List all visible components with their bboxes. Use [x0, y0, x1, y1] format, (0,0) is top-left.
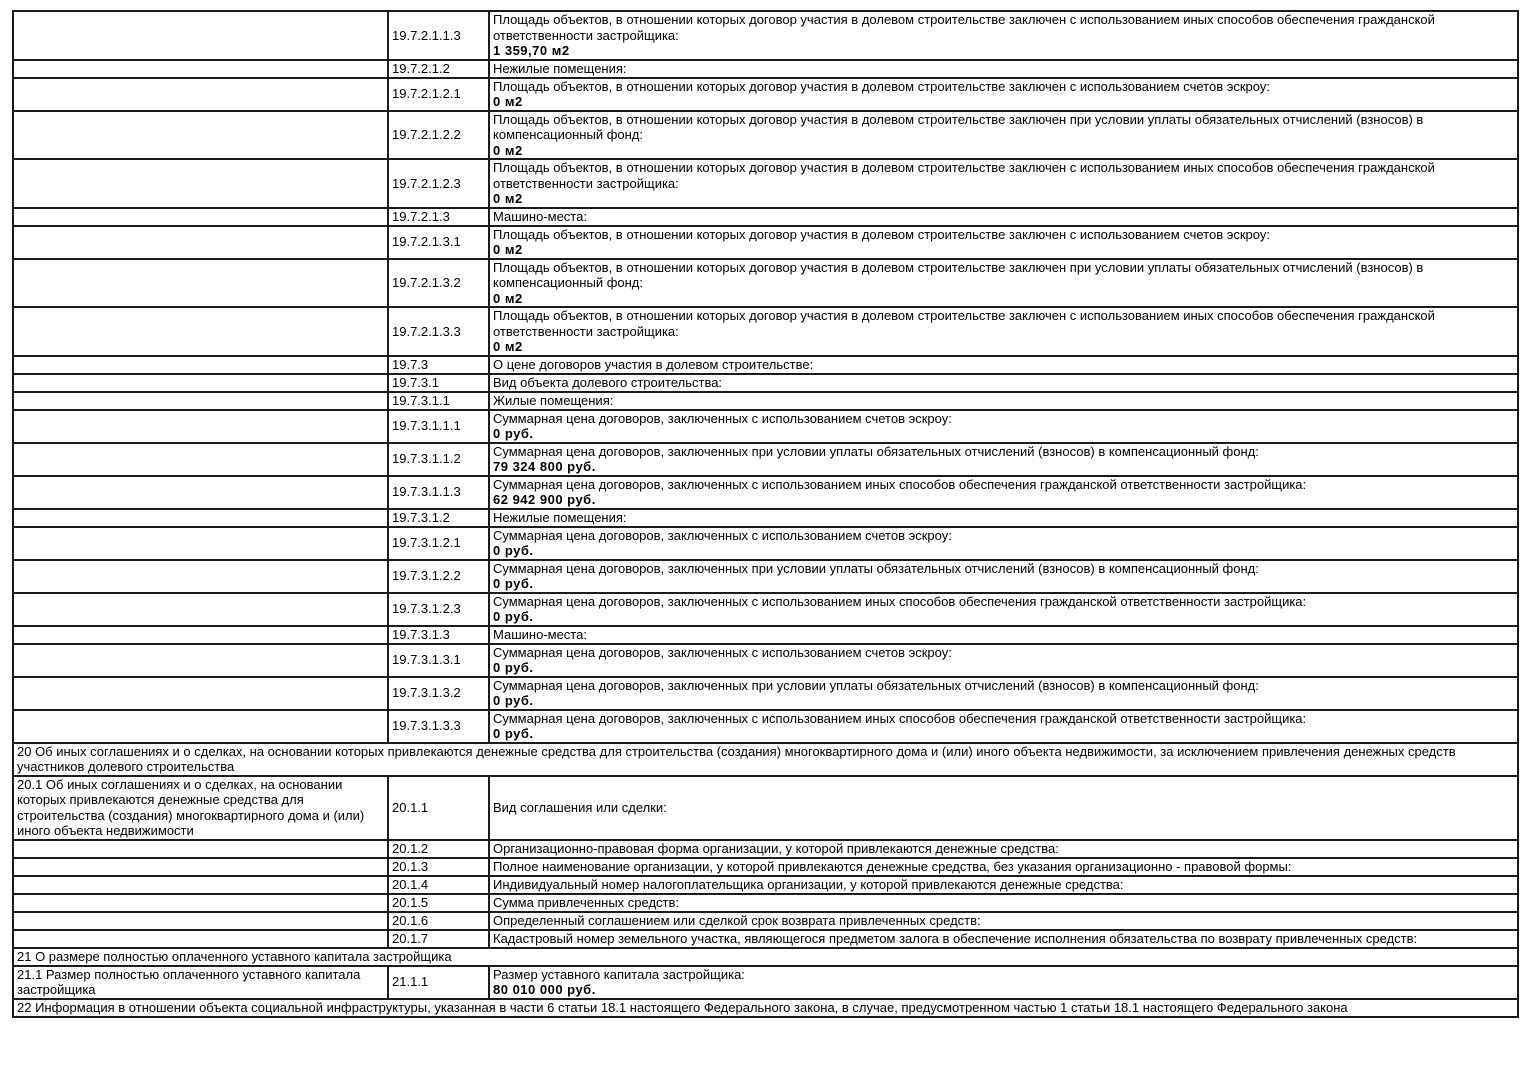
field-value: 0 м2	[493, 339, 523, 354]
field-label: О цене договоров участия в долевом строительстве:	[493, 356, 814, 372]
field-label: Площадь объектов, в отношении которых договор участия в долевом строительстве заключен с использованием иных способов обеспечения гражданской ответственности застройщика:	[493, 308, 1435, 339]
table-row	[13, 226, 1518, 259]
row-code: 19.7.2.1.2	[388, 60, 489, 78]
row-content-cell	[489, 226, 1518, 259]
row-code: 20.1.6	[388, 912, 489, 930]
table-row	[13, 443, 1518, 476]
field-value: 0 м2	[493, 94, 523, 109]
table-row	[13, 966, 1518, 999]
row-description-cell	[13, 392, 388, 410]
row-description-cell	[13, 111, 388, 160]
row-content-cell	[489, 677, 1518, 710]
field-value: 0 руб.	[493, 726, 534, 741]
row-code: 19.7.3.1.3.1	[388, 644, 489, 677]
section-header: 22 Информация в отношении объекта социальной инфраструктуры, указанная в части 6 статьи 18.1 настоящего Федерального закона, в случае, предусмотренном частью 1 статьи 18.1 настоящего Федерального закона	[13, 999, 1518, 1017]
row-description-cell	[13, 476, 388, 509]
row-content-cell	[489, 876, 1518, 894]
field-label: Суммарная цена договоров, заключенных с использованием счетов эскроу:	[493, 644, 952, 660]
row-description-cell	[13, 876, 388, 894]
row-content-cell	[489, 208, 1518, 226]
row-code: 20.1.7	[388, 930, 489, 948]
row-content-cell	[489, 509, 1518, 527]
row-content-cell	[489, 392, 1518, 410]
field-label: Площадь объектов, в отношении которых договор участия в долевом строительстве заключен при условии уплаты обязательных отчислений (взносов) в компенсационный фонд:	[493, 111, 1424, 142]
row-code: 19.7.3.1.2.1	[388, 527, 489, 560]
table-row	[13, 644, 1518, 677]
field-value: 0 руб.	[493, 660, 534, 675]
table-row	[13, 876, 1518, 894]
field-value: 0 м2	[493, 242, 523, 257]
table-row	[13, 410, 1518, 443]
row-description-cell: 20.1 Об иных соглашениях и о сделках, на основании которых привлекаются денежные средства для строительства (создания) многоквартирного дома и (или) иного объекта недвижимости	[13, 776, 388, 840]
row-description-cell	[13, 840, 388, 858]
table-row	[13, 527, 1518, 560]
row-code: 19.7.2.1.3.1	[388, 226, 489, 259]
row-code: 19.7.3.1.3	[388, 626, 489, 644]
field-label: Суммарная цена договоров, заключенных с использованием счетов эскроу:	[493, 410, 952, 426]
field-value: 0 руб.	[493, 426, 534, 441]
row-description-cell	[13, 560, 388, 593]
row-content-cell	[489, 626, 1518, 644]
row-content-cell	[489, 966, 1518, 999]
row-description-cell	[13, 644, 388, 677]
row-content-cell	[489, 710, 1518, 743]
row-content-cell	[489, 259, 1518, 308]
field-label: Размер уставного капитала застройщика:	[493, 966, 745, 982]
table-row	[13, 743, 1518, 776]
field-label: Определенный соглашением или сделкой срок возврата привлеченных средств:	[493, 912, 981, 928]
row-content-cell	[489, 527, 1518, 560]
table-row	[13, 374, 1518, 392]
row-content-cell	[489, 476, 1518, 509]
row-content-cell	[489, 111, 1518, 160]
row-description-cell	[13, 11, 388, 60]
declaration-table-body	[13, 11, 1518, 1017]
row-content-cell	[489, 560, 1518, 593]
row-content-cell	[489, 60, 1518, 78]
field-label: Полное наименование организации, у которой привлекаются денежные средства, без указания организационно - правовой формы:	[493, 858, 1292, 874]
row-code: 19.7.3.1.1.3	[388, 476, 489, 509]
field-label: Машино-места:	[493, 208, 587, 224]
field-label: Площадь объектов, в отношении которых договор участия в долевом строительстве заключен с использованием счетов эскроу:	[493, 226, 1270, 242]
field-label: Площадь объектов, в отношении которых договор участия в долевом строительстве заключен с использованием иных способов обеспечения гражданской ответственности застройщика:	[493, 160, 1435, 191]
table-row	[13, 710, 1518, 743]
row-code: 19.7.3.1.1.1	[388, 410, 489, 443]
field-value: 0 м2	[493, 142, 523, 158]
row-description-cell	[13, 307, 388, 356]
table-row	[13, 858, 1518, 876]
row-code: 19.7.3.1.1.2	[388, 443, 489, 476]
row-content-cell	[489, 776, 1518, 840]
table-row	[13, 593, 1518, 626]
row-description-cell	[13, 912, 388, 930]
field-label: Суммарная цена договоров, заключенных с использованием счетов эскроу:	[493, 527, 952, 543]
field-value: 80 010 000 руб.	[493, 982, 596, 997]
row-code: 19.7.2.1.3	[388, 208, 489, 226]
declaration-table	[12, 10, 1519, 1018]
row-content-cell	[489, 374, 1518, 392]
field-label: Площадь объектов, в отношении которых договор участия в долевом строительстве заключен с использованием иных способов обеспечения гражданской ответственности застройщика:	[493, 12, 1435, 43]
row-code: 19.7.3.1	[388, 374, 489, 392]
field-label: Суммарная цена договоров, заключенных с использованием иных способов обеспечения гражданской ответственности застройщика:	[493, 593, 1307, 609]
field-value: 0 руб.	[493, 543, 534, 558]
row-code: 19.7.2.1.2.2	[388, 111, 489, 160]
row-content-cell	[489, 894, 1518, 912]
row-content-cell	[489, 930, 1518, 948]
row-code: 19.7.3.1.1	[388, 392, 489, 410]
row-description-cell	[13, 710, 388, 743]
row-content-cell	[489, 644, 1518, 677]
row-content-cell	[489, 593, 1518, 626]
row-content-cell	[489, 11, 1518, 60]
row-content-cell	[489, 78, 1518, 111]
row-description-cell	[13, 509, 388, 527]
field-value: 0 руб.	[493, 576, 534, 591]
field-label: Суммарная цена договоров, заключенных с использованием иных способов обеспечения гражданской ответственности застройщика:	[493, 710, 1307, 726]
row-description-cell	[13, 356, 388, 374]
row-description-cell	[13, 60, 388, 78]
table-row	[13, 159, 1518, 208]
field-value: 0 м2	[493, 191, 523, 206]
row-content-cell	[489, 858, 1518, 876]
row-code: 19.7.2.1.3.2	[388, 259, 489, 308]
row-code: 19.7.3	[388, 356, 489, 374]
table-row	[13, 912, 1518, 930]
field-label: Вид объекта долевого строительства:	[493, 374, 723, 390]
row-content-cell	[489, 410, 1518, 443]
field-value: 1 359,70 м2	[493, 43, 570, 58]
table-row	[13, 948, 1518, 966]
field-value: 0 руб.	[493, 693, 534, 708]
row-code: 20.1.5	[388, 894, 489, 912]
field-label: Площадь объектов, в отношении которых договор участия в долевом строительстве заключен с использованием счетов эскроу:	[493, 78, 1270, 94]
field-label: Организационно-правовая форма организации, у которой привлекаются денежные средства:	[493, 840, 1059, 856]
row-code: 20.1.4	[388, 876, 489, 894]
field-value: 0 руб.	[493, 609, 534, 624]
field-label: Кадастровый номер земельного участка, являющегося предметом залога в обеспечение исполнения обязательства по возврату привлеченных средств:	[493, 930, 1418, 946]
row-content-cell	[489, 159, 1518, 208]
table-row	[13, 560, 1518, 593]
field-value: 62 942 900 руб.	[493, 492, 596, 507]
table-row	[13, 60, 1518, 78]
table-row	[13, 626, 1518, 644]
row-description-cell	[13, 626, 388, 644]
table-row	[13, 307, 1518, 356]
row-code: 19.7.2.1.2.3	[388, 159, 489, 208]
table-row	[13, 776, 1518, 840]
row-content-cell	[489, 356, 1518, 374]
row-content-cell	[489, 307, 1518, 356]
row-description-cell	[13, 443, 388, 476]
row-code: 19.7.3.1.3.3	[388, 710, 489, 743]
table-row	[13, 208, 1518, 226]
field-value: 0 м2	[493, 290, 523, 306]
field-label: Суммарная цена договоров, заключенных при условии уплаты обязательных отчислений (взносов) в компенсационный фонд:	[493, 677, 1259, 693]
row-code: 19.7.2.1.2.1	[388, 78, 489, 111]
row-description-cell	[13, 677, 388, 710]
table-row	[13, 509, 1518, 527]
field-label: Нежилые помещения:	[493, 509, 627, 525]
table-row	[13, 259, 1518, 308]
row-description-cell	[13, 930, 388, 948]
table-row	[13, 999, 1518, 1017]
row-code: 19.7.3.1.3.2	[388, 677, 489, 710]
table-row	[13, 840, 1518, 858]
row-content-cell	[489, 912, 1518, 930]
field-label: Сумма привлеченных средств:	[493, 894, 680, 910]
field-label: Площадь объектов, в отношении которых договор участия в долевом строительстве заключен при условии уплаты обязательных отчислений (взносов) в компенсационный фонд:	[493, 259, 1424, 290]
field-label: Суммарная цена договоров, заключенных с использованием иных способов обеспечения гражданской ответственности застройщика:	[493, 476, 1307, 492]
section-header: 20 Об иных соглашениях и о сделках, на основании которых привлекаются денежные средства для строительства (создания) многоквартирного дома и (или) иного объекта недвижимости, за исключением привлечения денежных средств участников долевого строительства	[13, 743, 1518, 776]
field-label: Суммарная цена договоров, заключенных при условии уплаты обязательных отчислений (взносов) в компенсационный фонд:	[493, 560, 1259, 576]
row-code: 20.1.2	[388, 840, 489, 858]
row-code: 19.7.3.1.2	[388, 509, 489, 527]
table-row	[13, 894, 1518, 912]
row-description-cell	[13, 894, 388, 912]
row-code: 20.1.1	[388, 776, 489, 840]
field-label: Жилые помещения:	[493, 392, 614, 408]
field-label: Индивидуальный номер налогоплательщика организации, у которой привлекаются денежные средства:	[493, 876, 1124, 892]
table-row	[13, 677, 1518, 710]
field-label: Вид соглашения или сделки:	[493, 799, 667, 815]
field-label: Машино-места:	[493, 626, 587, 642]
table-row	[13, 78, 1518, 111]
row-description-cell	[13, 78, 388, 111]
field-label: Нежилые помещения:	[493, 60, 627, 76]
row-code: 19.7.2.1.3.3	[388, 307, 489, 356]
table-row	[13, 11, 1518, 60]
row-description-cell	[13, 527, 388, 560]
row-code: 19.7.3.1.2.3	[388, 593, 489, 626]
field-value: 79 324 800 руб.	[493, 459, 596, 474]
table-row	[13, 356, 1518, 374]
row-description-cell	[13, 410, 388, 443]
section-header: 21 О размере полностью оплаченного уставного капитала застройщика	[13, 948, 1518, 966]
row-code: 19.7.3.1.2.2	[388, 560, 489, 593]
row-content-cell	[489, 443, 1518, 476]
row-code: 19.7.2.1.1.3	[388, 11, 489, 60]
row-content-cell	[489, 840, 1518, 858]
field-label: Суммарная цена договоров, заключенных при условии уплаты обязательных отчислений (взносов) в компенсационный фонд:	[493, 443, 1259, 459]
row-description-cell	[13, 593, 388, 626]
row-code: 20.1.3	[388, 858, 489, 876]
row-description-cell	[13, 208, 388, 226]
row-description-cell	[13, 259, 388, 308]
row-description-cell	[13, 858, 388, 876]
row-description-cell: 21.1 Размер полностью оплаченного уставного капитала застройщика	[13, 966, 388, 999]
row-code: 21.1.1	[388, 966, 489, 999]
table-row	[13, 111, 1518, 160]
table-row	[13, 930, 1518, 948]
row-description-cell	[13, 159, 388, 208]
table-row	[13, 392, 1518, 410]
row-description-cell	[13, 226, 388, 259]
row-description-cell	[13, 374, 388, 392]
table-row	[13, 476, 1518, 509]
